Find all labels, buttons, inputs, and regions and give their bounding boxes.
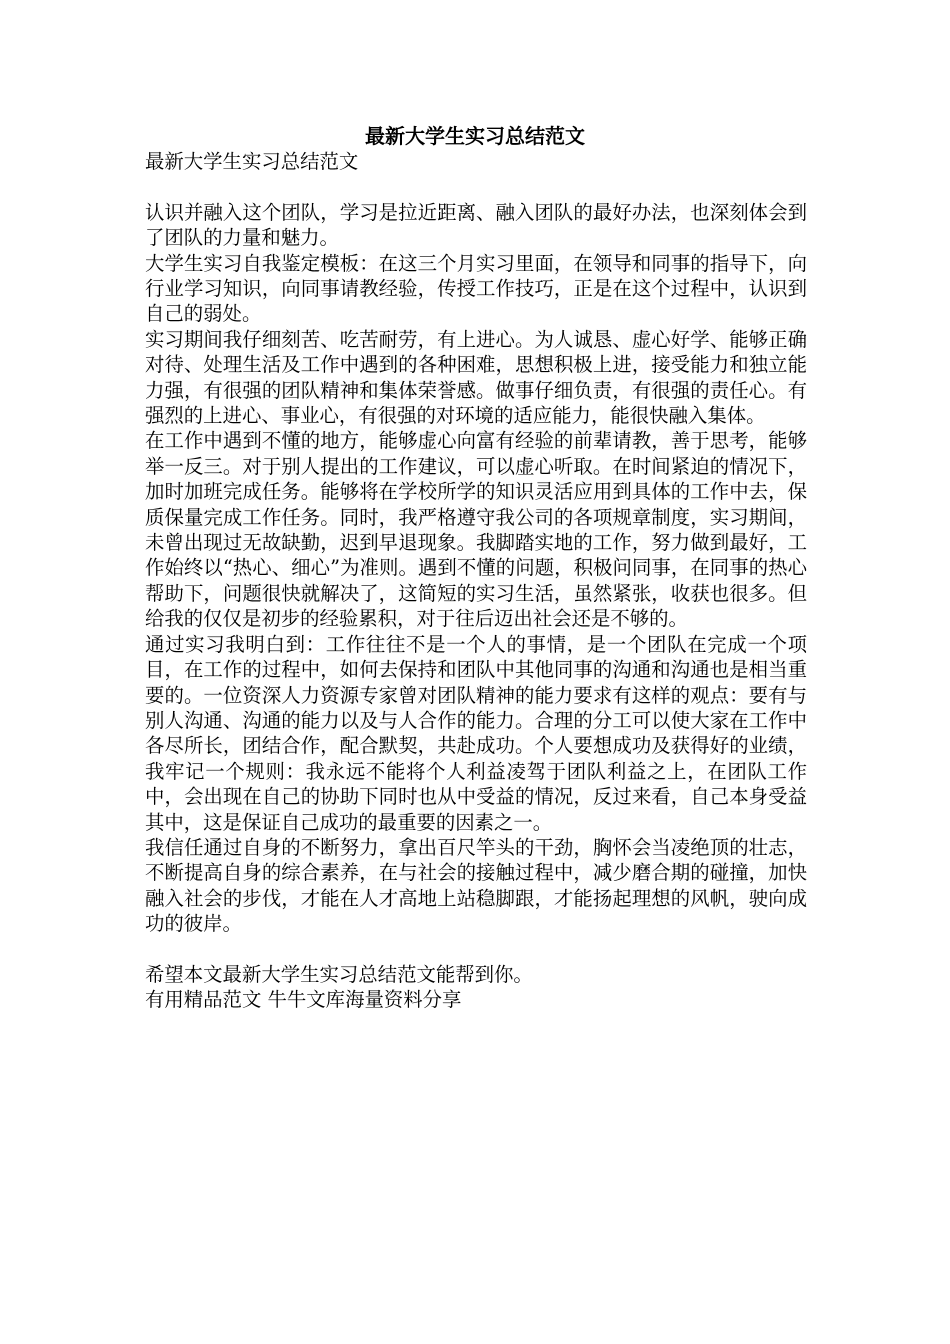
blank-line	[145, 174, 807, 199]
footer-line: 有用精品范文 牛牛文库海量资料分享	[145, 988, 462, 1012]
closing-line: 希望本文最新大学生实习总结范文能帮到你。	[145, 962, 533, 986]
paragraph: 通过实习我明白到：工作往往不是一个人的事情，是一个团队在完成一个项目，在工作的过程中，如何去保持和团队中其他同事的沟通和沟通也是相当重要的。一位资深人力资源专家曾对团队精神的能力要求有这样的观点：要有与别人沟通、沟通的能力以及与人合作的能力。合理的分工可以使大家在工作中各尽所长，团结合作，配合默契，共赴成功。个人要想成功及获得好的业绩，我牢记一个规则：我永远不能将个人利益凌驾于团队利益之上，在团队工作中，会出现在自己的协助下同时也从中受益的情况，反过来看，自己本身受益其中，这是保证自己成功的最重要的因素之一。	[145, 632, 807, 834]
paragraph: 认识并融入这个团队，学习是拉近距离、融入团队的最好办法，也深刻体会到了团队的力量和魅力。	[145, 200, 807, 250]
paragraph: 在工作中遇到不懂的地方，能够虚心向富有经验的前辈请教，善于思考，能够举一反三。对于别人提出的工作建议，可以虚心听取。在时间紧迫的情况下，加时加班完成任务。能够将在学校所学的知识灵活应用到具体的工作中去，保质保量完成工作任务。同时，我严格遵守我公司的各项规章制度，实习期间，未曾出现过无故缺勤，迟到早退现象。我脚踏实地的工作，努力做到最好，工作始终以“热心、细心”为准则。遇到不懂的问题，积极问同事，在同事的热心帮助下，问题很快就解决了，这简短的实习生活，虽然紧张，收获也很多。但给我的仅仅是初步的经验累积，对于往后迈出社会还是不够的。	[145, 429, 807, 631]
blank-line	[145, 937, 807, 962]
document-subtitle: 最新大学生实习总结范文	[145, 150, 359, 173]
paragraph: 我信任通过自身的不断努力，拿出百尺竿头的干劲，胸怀会当凌绝顶的壮志，不断提高自身的综合素养，在与社会的接触过程中，减少磨合期的碰撞，加快融入社会的步伐，才能在人才高地上站稳脚跟，才能扬起理想的风帆，驶向成功的彼岸。	[145, 835, 807, 936]
document-title: 最新大学生实习总结范文	[365, 124, 585, 148]
paragraph: 实习期间我仔细刻苦、吃苦耐劳，有上进心。为人诚恳、虚心好学、能够正确对待、处理生活及工作中遇到的各种困难，思想积极上进，接受能力和独立能力强，有很强的团队精神和集体荣誉感。做事仔细负责，有很强的责任心。有强烈的上进心、事业心，有很强的对环境的适应能力，能很快融入集体。	[145, 327, 807, 428]
paragraph: 大学生实习自我鉴定模板：在这三个月实习里面，在领导和同事的指导下，向行业学习知识，向同事请教经验，传授工作技巧，正是在这个过程中，认识到自己的弱处。	[145, 251, 807, 326]
document-body	[145, 149, 807, 1013]
